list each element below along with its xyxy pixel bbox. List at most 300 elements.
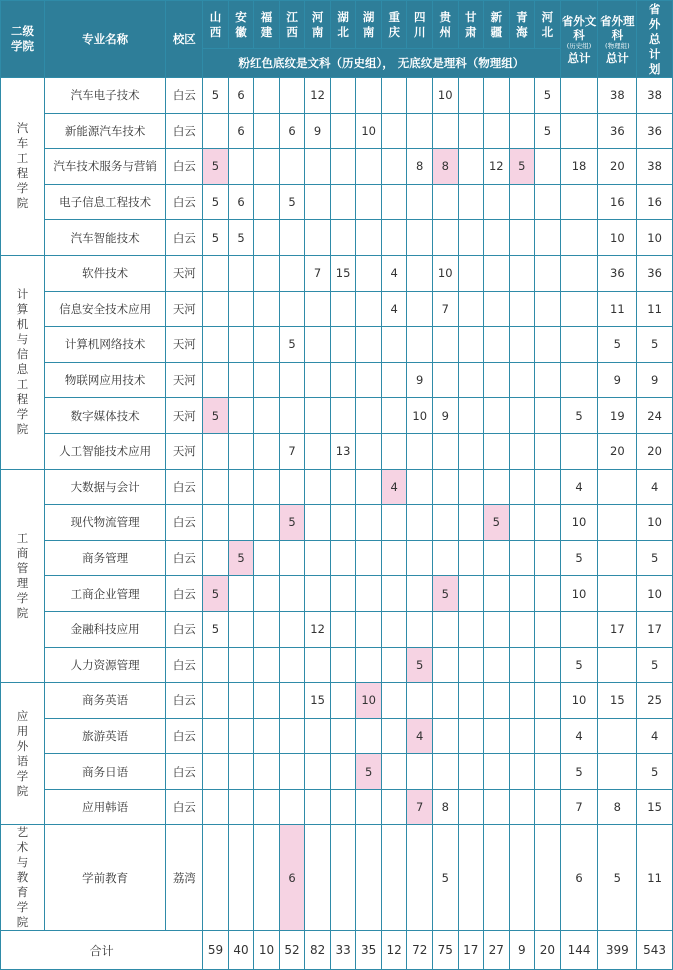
quota-cell <box>330 113 356 149</box>
quota-cell: 10 <box>432 255 458 291</box>
arts-total-cell: 7 <box>560 789 598 825</box>
province-header: 青海 <box>509 1 535 49</box>
quota-cell <box>279 576 305 612</box>
quota-cell <box>203 469 229 505</box>
major-name: 应用韩语 <box>44 789 166 825</box>
college-name: 工商管理学院 <box>16 530 29 620</box>
quota-cell <box>381 184 407 220</box>
arts-total-cell: 6 <box>560 825 598 931</box>
province-header: 河南 <box>305 1 331 49</box>
province-header: 重庆 <box>381 1 407 49</box>
college-name: 汽车工程学院 <box>16 121 29 211</box>
quota-cell <box>535 149 561 185</box>
quota-cell: 6 <box>228 78 254 114</box>
campus-cell: 天河 <box>166 362 203 398</box>
quota-cell <box>484 291 510 327</box>
campus-cell: 白云 <box>166 505 203 541</box>
quota-cell <box>407 113 433 149</box>
quota-cell <box>509 611 535 647</box>
quota-cell <box>356 540 382 576</box>
quota-cell <box>381 754 407 790</box>
quota-cell <box>484 398 510 434</box>
total-total-cell: 17 <box>637 611 673 647</box>
sci-total-header: 省外理科 (物理组) 总计 <box>598 1 637 78</box>
campus-cell: 天河 <box>166 291 203 327</box>
quota-cell <box>509 540 535 576</box>
quota-cell <box>305 291 331 327</box>
quota-cell <box>228 255 254 291</box>
table-row <box>1 576 673 612</box>
arts-total-cell: 5 <box>560 754 598 790</box>
arts-total-cell <box>560 291 598 327</box>
province-total-cell: 52 <box>279 931 305 970</box>
province-total-cell: 35 <box>356 931 382 970</box>
college-cell <box>1 469 45 683</box>
province-header: 湖北 <box>330 1 356 49</box>
quota-cell <box>458 184 484 220</box>
quota-cell <box>509 754 535 790</box>
quota-cell <box>535 433 561 469</box>
total-total-cell: 38 <box>637 149 673 185</box>
quota-cell: 7 <box>279 433 305 469</box>
quota-cell <box>279 469 305 505</box>
province-header: 安徽 <box>228 1 254 49</box>
quota-cell <box>330 540 356 576</box>
quota-cell <box>535 505 561 541</box>
total-total-cell: 5 <box>637 647 673 683</box>
quota-cell <box>254 255 280 291</box>
sci-total-cell: 36 <box>598 255 637 291</box>
quota-cell <box>305 362 331 398</box>
province-total-cell: 40 <box>228 931 254 970</box>
sci-total-cell <box>598 754 637 790</box>
quota-cell <box>356 291 382 327</box>
quota-cell <box>330 683 356 719</box>
quota-cell <box>535 754 561 790</box>
quota-cell: 5 <box>279 327 305 363</box>
quota-cell <box>305 825 331 931</box>
quota-cell <box>381 683 407 719</box>
table-row <box>1 398 673 434</box>
quota-cell <box>305 754 331 790</box>
arts-total-cell: 18 <box>560 149 598 185</box>
quota-cell: 12 <box>305 78 331 114</box>
quota-cell <box>279 647 305 683</box>
major-name: 物联网应用技术 <box>44 362 166 398</box>
quota-cell <box>381 576 407 612</box>
arts-total-cell <box>560 362 598 398</box>
total-total-cell: 20 <box>637 433 673 469</box>
arts-total-cell: 10 <box>560 505 598 541</box>
quota-cell <box>509 220 535 256</box>
quota-cell: 5 <box>279 505 305 541</box>
quota-cell <box>509 647 535 683</box>
quota-cell <box>484 789 510 825</box>
quota-cell <box>535 220 561 256</box>
major-name: 数字媒体技术 <box>44 398 166 434</box>
quota-cell <box>432 611 458 647</box>
quota-cell <box>356 789 382 825</box>
total-total-cell: 36 <box>637 113 673 149</box>
quota-cell <box>509 113 535 149</box>
quota-cell <box>279 718 305 754</box>
quota-cell <box>381 647 407 683</box>
quota-cell <box>279 255 305 291</box>
quota-cell <box>407 327 433 363</box>
campus-cell: 白云 <box>166 754 203 790</box>
quota-cell: 5 <box>203 78 229 114</box>
quota-cell <box>407 825 433 931</box>
quota-cell <box>407 78 433 114</box>
quota-cell <box>381 718 407 754</box>
quota-cell <box>203 540 229 576</box>
quota-cell <box>330 754 356 790</box>
quota-cell: 5 <box>203 220 229 256</box>
quota-cell <box>356 433 382 469</box>
quota-cell <box>279 789 305 825</box>
quota-cell: 7 <box>407 789 433 825</box>
quota-cell <box>228 469 254 505</box>
major-header: 专业名称 <box>44 1 166 78</box>
quota-cell <box>305 576 331 612</box>
quota-cell <box>432 469 458 505</box>
campus-cell: 白云 <box>166 220 203 256</box>
total-total-cell: 38 <box>637 78 673 114</box>
quota-cell <box>432 327 458 363</box>
major-name: 商务英语 <box>44 683 166 719</box>
quota-cell: 10 <box>432 78 458 114</box>
sci-total-cell: 11 <box>598 291 637 327</box>
quota-cell: 5 <box>432 576 458 612</box>
quota-cell: 5 <box>203 611 229 647</box>
quota-cell <box>305 718 331 754</box>
major-name: 电子信息工程技术 <box>44 184 166 220</box>
quota-cell: 5 <box>228 220 254 256</box>
quota-cell <box>254 78 280 114</box>
quota-cell: 5 <box>407 647 433 683</box>
quota-cell <box>330 291 356 327</box>
quota-cell <box>356 327 382 363</box>
quota-cell: 12 <box>305 611 331 647</box>
total-total-cell: 4 <box>637 718 673 754</box>
quota-cell <box>407 540 433 576</box>
campus-cell: 白云 <box>166 611 203 647</box>
quota-cell <box>279 754 305 790</box>
table-row <box>1 149 673 185</box>
totals-label: 合计 <box>1 931 203 970</box>
quota-cell <box>432 505 458 541</box>
campus-cell: 白云 <box>166 540 203 576</box>
quota-cell <box>432 754 458 790</box>
quota-cell <box>254 291 280 327</box>
quota-cell <box>254 789 280 825</box>
quota-cell: 8 <box>407 149 433 185</box>
quota-cell <box>228 433 254 469</box>
campus-cell: 白云 <box>166 149 203 185</box>
arts-total-cell <box>560 433 598 469</box>
quota-cell: 4 <box>381 291 407 327</box>
table-row <box>1 327 673 363</box>
quota-cell: 10 <box>356 113 382 149</box>
campus-cell: 天河 <box>166 327 203 363</box>
quota-cell <box>254 433 280 469</box>
totals-row <box>1 931 673 970</box>
quota-cell <box>330 611 356 647</box>
province-total-cell: 82 <box>305 931 331 970</box>
quota-cell <box>509 433 535 469</box>
quota-cell <box>535 255 561 291</box>
quota-cell <box>407 184 433 220</box>
province-total-cell: 10 <box>254 931 280 970</box>
total-total-cell: 5 <box>637 327 673 363</box>
quota-cell <box>203 683 229 719</box>
quota-cell <box>330 718 356 754</box>
quota-cell: 5 <box>509 149 535 185</box>
sci-total-cell <box>598 540 637 576</box>
quota-cell <box>535 825 561 931</box>
quota-cell <box>356 505 382 541</box>
campus-header: 校区 <box>166 1 203 78</box>
quota-cell <box>432 433 458 469</box>
quota-cell <box>279 683 305 719</box>
quota-cell <box>279 220 305 256</box>
quota-cell <box>484 754 510 790</box>
quota-cell <box>254 149 280 185</box>
quota-cell <box>279 291 305 327</box>
quota-cell <box>305 469 331 505</box>
quota-cell <box>509 683 535 719</box>
quota-cell <box>458 398 484 434</box>
quota-cell <box>254 647 280 683</box>
province-header: 甘肃 <box>458 1 484 49</box>
quota-cell: 4 <box>407 718 433 754</box>
quota-cell <box>228 505 254 541</box>
quota-cell <box>356 469 382 505</box>
quota-cell <box>458 113 484 149</box>
quota-cell <box>458 291 484 327</box>
quota-cell <box>356 611 382 647</box>
quota-cell <box>279 540 305 576</box>
quota-cell <box>305 505 331 541</box>
sci-total-cell: 20 <box>598 149 637 185</box>
quota-cell <box>254 327 280 363</box>
quota-cell: 9 <box>305 113 331 149</box>
arts-total-cell <box>560 611 598 647</box>
quota-cell <box>535 540 561 576</box>
arts-total-header: 省外文科 (历史组) 总计 <box>560 1 598 78</box>
quota-cell <box>381 611 407 647</box>
province-total-cell: 33 <box>330 931 356 970</box>
quota-cell <box>228 576 254 612</box>
quota-cell <box>228 291 254 327</box>
quota-cell <box>432 113 458 149</box>
quota-cell <box>330 362 356 398</box>
table-row <box>1 718 673 754</box>
province-header: 四川 <box>407 1 433 49</box>
major-name: 人工智能技术应用 <box>44 433 166 469</box>
province-total-cell: 75 <box>432 931 458 970</box>
quota-cell: 10 <box>356 683 382 719</box>
quota-cell <box>203 291 229 327</box>
quota-cell <box>356 78 382 114</box>
quota-cell <box>305 184 331 220</box>
quota-cell <box>458 78 484 114</box>
quota-cell <box>484 647 510 683</box>
province-header: 贵州 <box>432 1 458 49</box>
quota-cell: 6 <box>279 113 305 149</box>
table-row <box>1 78 673 114</box>
quota-cell <box>381 433 407 469</box>
quota-cell <box>330 825 356 931</box>
quota-cell <box>228 149 254 185</box>
quota-cell <box>407 683 433 719</box>
quota-cell <box>254 362 280 398</box>
major-name: 学前教育 <box>44 825 166 931</box>
sci-total-cell <box>598 576 637 612</box>
quota-cell: 5 <box>203 184 229 220</box>
quota-cell: 12 <box>484 149 510 185</box>
quota-cell <box>203 113 229 149</box>
quota-cell <box>330 647 356 683</box>
major-name: 工商企业管理 <box>44 576 166 612</box>
quota-cell: 8 <box>432 789 458 825</box>
quota-cell <box>509 398 535 434</box>
quota-cell <box>305 433 331 469</box>
campus-cell: 白云 <box>166 789 203 825</box>
quota-cell <box>535 362 561 398</box>
quota-cell <box>228 327 254 363</box>
quota-cell: 6 <box>279 825 305 931</box>
sci-total-cell: 19 <box>598 398 637 434</box>
sci-total-cell: 15 <box>598 683 637 719</box>
quota-cell <box>254 184 280 220</box>
arts-total-cell: 5 <box>560 398 598 434</box>
quota-cell: 15 <box>330 255 356 291</box>
quota-cell <box>535 683 561 719</box>
quota-cell <box>203 754 229 790</box>
major-name: 旅游英语 <box>44 718 166 754</box>
quota-cell <box>254 611 280 647</box>
arts-total-cell <box>560 184 598 220</box>
campus-cell: 白云 <box>166 113 203 149</box>
major-name: 人力资源管理 <box>44 647 166 683</box>
total-total-cell: 5 <box>637 540 673 576</box>
quota-cell <box>484 220 510 256</box>
quota-cell <box>254 505 280 541</box>
province-header: 福建 <box>254 1 280 49</box>
quota-cell <box>535 576 561 612</box>
quota-cell <box>458 505 484 541</box>
quota-cell <box>458 327 484 363</box>
quota-cell <box>458 433 484 469</box>
campus-cell: 白云 <box>166 683 203 719</box>
quota-cell <box>509 789 535 825</box>
quota-cell <box>330 576 356 612</box>
quota-cell <box>432 540 458 576</box>
quota-cell: 10 <box>407 398 433 434</box>
province-header: 新疆 <box>484 1 510 49</box>
quota-cell <box>432 184 458 220</box>
arts-total-cell <box>560 255 598 291</box>
province-total-cell: 72 <box>407 931 433 970</box>
province-header: 湖南 <box>356 1 382 49</box>
quota-cell <box>509 576 535 612</box>
quota-cell <box>228 683 254 719</box>
quota-cell <box>279 362 305 398</box>
campus-cell: 天河 <box>166 255 203 291</box>
quota-cell <box>509 78 535 114</box>
arts-total-cell: 5 <box>560 647 598 683</box>
arts-total-cell <box>560 78 598 114</box>
province-header: 河北 <box>535 1 561 49</box>
quota-cell <box>407 469 433 505</box>
quota-cell <box>356 220 382 256</box>
quota-cell <box>203 825 229 931</box>
table-row <box>1 255 673 291</box>
college-cell <box>1 255 45 469</box>
quota-cell <box>484 540 510 576</box>
quota-cell <box>330 78 356 114</box>
quota-cell <box>458 540 484 576</box>
college-cell <box>1 78 45 256</box>
table-row <box>1 184 673 220</box>
quota-cell <box>381 149 407 185</box>
total-total-cell: 36 <box>637 255 673 291</box>
quota-cell <box>330 789 356 825</box>
province-total-cell: 12 <box>381 931 407 970</box>
quota-cell: 5 <box>203 149 229 185</box>
major-name: 信息安全技术应用 <box>44 291 166 327</box>
table-row <box>1 433 673 469</box>
quota-cell <box>535 789 561 825</box>
quota-cell <box>381 505 407 541</box>
quota-cell: 5 <box>203 576 229 612</box>
quota-cell: 7 <box>305 255 331 291</box>
quota-cell <box>254 718 280 754</box>
arts-total-cell: 4 <box>560 718 598 754</box>
table-row <box>1 113 673 149</box>
quota-cell <box>330 149 356 185</box>
quota-cell <box>484 683 510 719</box>
quota-cell <box>484 255 510 291</box>
quota-cell <box>203 255 229 291</box>
college-cell <box>1 825 45 931</box>
major-name: 软件技术 <box>44 255 166 291</box>
arts-total-cell: 5 <box>560 540 598 576</box>
quota-cell <box>509 255 535 291</box>
quota-cell <box>535 611 561 647</box>
quota-cell <box>356 647 382 683</box>
quota-cell <box>432 683 458 719</box>
quota-cell <box>458 220 484 256</box>
major-name: 大数据与会计 <box>44 469 166 505</box>
table-row <box>1 291 673 327</box>
quota-cell <box>254 469 280 505</box>
quota-cell: 8 <box>432 149 458 185</box>
quota-cell <box>432 647 458 683</box>
quota-cell <box>535 184 561 220</box>
table-row <box>1 220 673 256</box>
major-name: 计算机网络技术 <box>44 327 166 363</box>
quota-cell <box>254 540 280 576</box>
quota-cell <box>484 576 510 612</box>
quota-cell <box>509 327 535 363</box>
quota-cell <box>381 220 407 256</box>
table-row <box>1 540 673 576</box>
quota-cell <box>458 683 484 719</box>
quota-cell <box>458 469 484 505</box>
quota-cell <box>484 362 510 398</box>
